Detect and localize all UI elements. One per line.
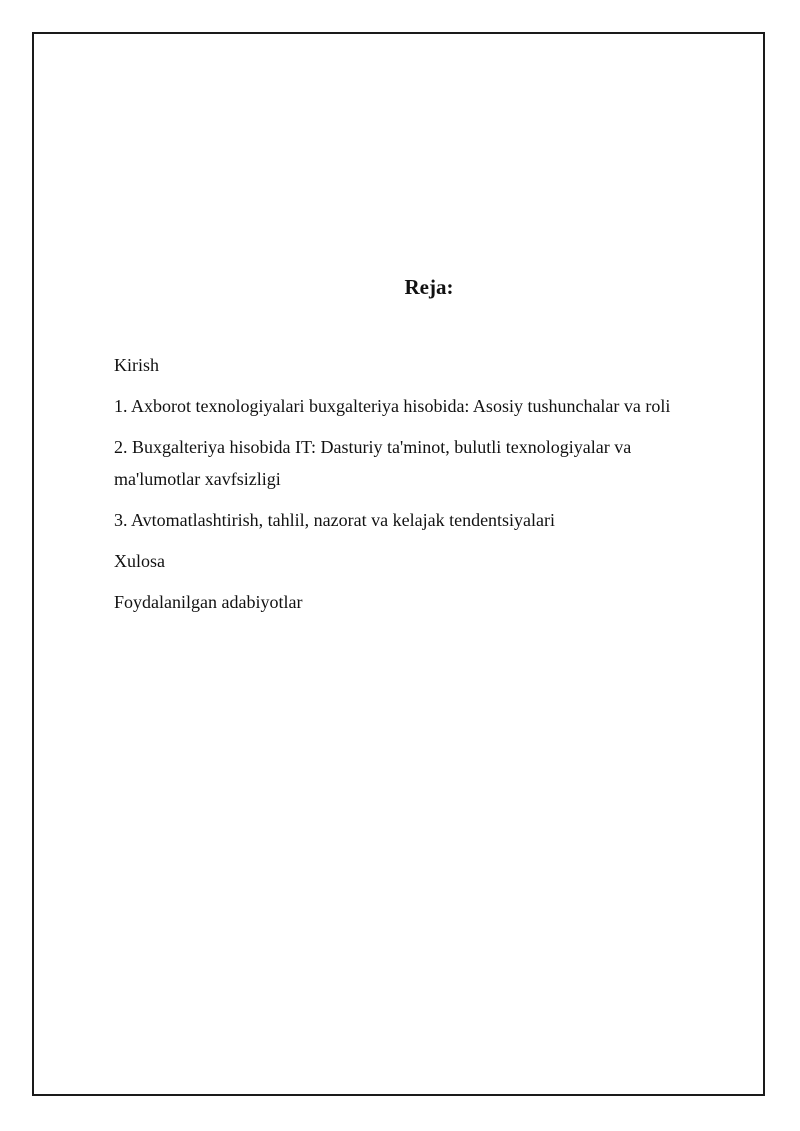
toc-item-introduction: Kirish: [114, 355, 159, 375]
table-of-contents: [114, 349, 714, 627]
toc-item-chapter-1: 1. Axborot texnologiyalari buxgalteriya hisobida: Asosiy tushunchalar va roli: [114, 396, 671, 416]
toc-item-references: Foydalanilgan adabiyotlar: [114, 592, 303, 612]
plan-heading: Reja:: [404, 275, 454, 299]
toc-item-chapter-2: 2. Buxgalteriya hisobida IT: Dasturiy ta'minot, bulutli texnologiyalar va ma'lumotlar xavfsizligi: [114, 437, 632, 489]
toc-item-chapter-3: 3. Avtomatlashtirish, tahlil, nazorat va kelajak tendentsiyalari: [114, 510, 556, 530]
toc-item-conclusion: Xulosa: [114, 551, 165, 571]
